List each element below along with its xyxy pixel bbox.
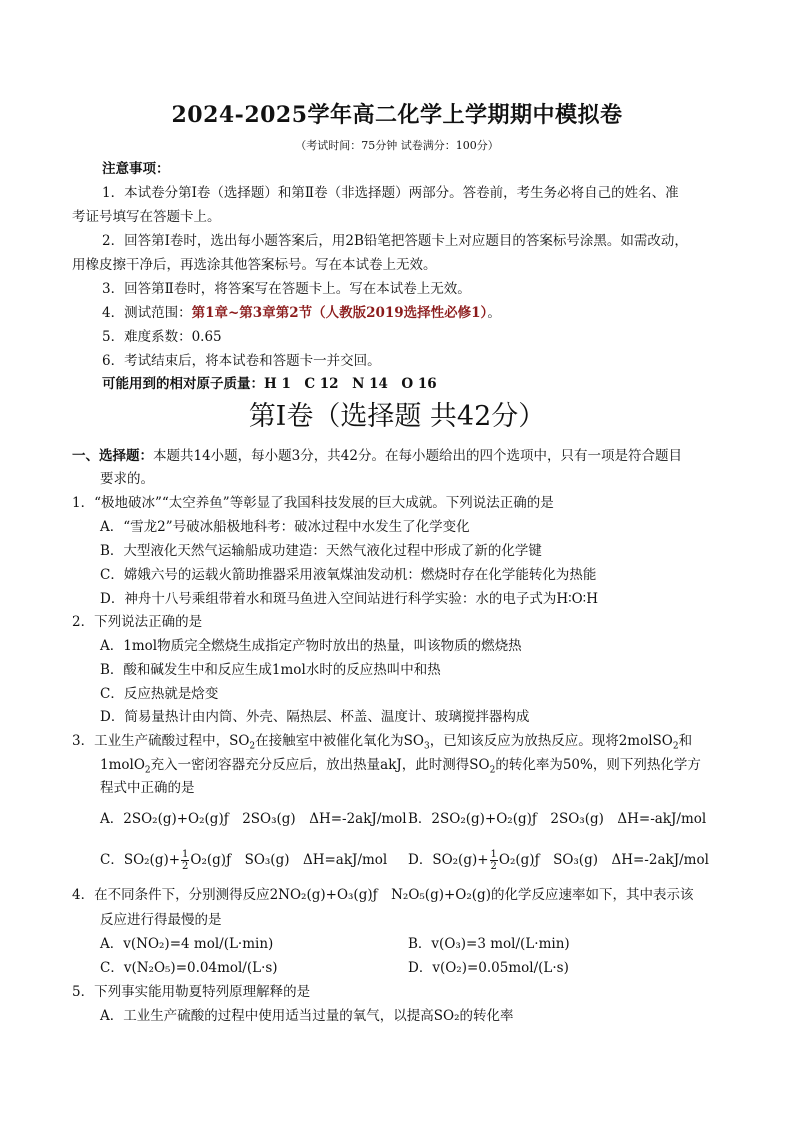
test-range: 第1章~第3章第2节（人教版2019选择性必修1） bbox=[191, 305, 488, 321]
q3-optd-pre: D．SO₂(g)+ bbox=[408, 852, 489, 868]
fraction-one-half bbox=[490, 849, 498, 872]
section-intro-line1 bbox=[72, 447, 682, 465]
notice-item-3: 3．回答第Ⅱ卷时，将答案写在答题卡上。写在本试卷上无效。 bbox=[102, 281, 471, 297]
notice-item-6: 6．考试结束后，将本试卷和答题卡一并交回。 bbox=[102, 353, 381, 369]
q3-text-d: 和 bbox=[678, 733, 693, 749]
exam-time-info: （考试时间：75分钟 试卷满分：100分） bbox=[295, 139, 499, 152]
section-intro-prefix: 一、选择题： bbox=[72, 448, 153, 464]
question-1-option-b: B．大型液化天然气运输船成功建造：天然气液化过程中形成了新的化学键 bbox=[100, 543, 542, 559]
notice-item-5: 5．难度系数：0.65 bbox=[102, 329, 222, 345]
q3-sub-c: 2 bbox=[672, 741, 679, 752]
q3-optd-post: O₂(g)ƒ SO₃(g) ΔH=-2akJ/mol bbox=[498, 852, 709, 868]
q3-sub-d: 2 bbox=[144, 765, 151, 776]
frac-den: 2 bbox=[182, 861, 189, 872]
question-1-stem: 1．“极地破冰”“太空养鱼”等彰显了我国科技发展的巨大成就。下列说法正确的是 bbox=[72, 495, 554, 511]
question-3-option-b: B．2SO₂(g)+O₂(g)ƒ 2SO₃(g) ΔH=-akJ/mol bbox=[408, 811, 707, 827]
fraction-one-half bbox=[181, 849, 189, 872]
question-5-option-a: A．工业生产硫酸的过程中使用适当过量的氧气，以提高SO₂的转化率 bbox=[100, 1008, 514, 1024]
question-1-option-d: D．神舟十八号乘组带着水和斑马鱼进入空间站进行科学实验：水的电子式为H∶O∶H bbox=[100, 591, 598, 607]
notice-item-2-line1: 2．回答第Ⅰ卷时，选出每小题答案后，用2B铅笔把答题卡上对应题目的答案标号涂黑。如需改动， bbox=[102, 233, 688, 249]
q3-optc-post: O₂(g)ƒ SO₃(g) ΔH=akJ/mol bbox=[190, 852, 388, 868]
q3-text-e: 1molO bbox=[100, 757, 145, 773]
question-4-option-c: C．v(N₂O₅)=0.04mol/(L·s) bbox=[100, 960, 278, 976]
question-4-stem-line2: 反应进行得最慢的是 bbox=[100, 912, 222, 928]
q3-sub-e: 2 bbox=[489, 765, 496, 776]
question-1-option-c: C．嫦娥六号的运载火箭助推器采用液氧煤油发动机：燃烧时存在化学能转化为热能 bbox=[100, 567, 597, 583]
notice-item-4-prefix: 4．测试范围： bbox=[102, 305, 192, 321]
atomic-mass-info: 可能用到的相对原子质量：H 1 C 12 N 14 O 16 bbox=[102, 376, 437, 392]
notice-item-4-suffix: 。 bbox=[487, 305, 501, 321]
notice-item-4 bbox=[102, 304, 501, 322]
section-intro-text: 本题共14小题，每小题3分，共42分。在每小题给出的四个选项中，只有一项是符合题目 bbox=[153, 448, 682, 464]
section-title: 第Ⅰ卷（选择题 共42分） bbox=[248, 401, 546, 432]
question-2-stem: 2．下列说法正确的是 bbox=[72, 614, 203, 630]
notice-item-1-line2: 考证号填写在答题卡上。 bbox=[72, 209, 221, 225]
notice-heading: 注意事项： bbox=[102, 161, 170, 177]
question-4-stem-line1: 4．在不同条件下，分别测得反应2NO₂(g)+O₃(g)ƒ N₂O₅(g)+O₂(g)的化学反应速率如下，其中表示该 bbox=[72, 887, 694, 903]
q3-sub-a: 2 bbox=[249, 741, 256, 752]
question-2-option-c: C．反应热就是焓变 bbox=[100, 686, 219, 702]
question-3-option-a: A．2SO₂(g)+O₂(g)ƒ 2SO₃(g) ΔH=-2akJ/mol bbox=[100, 811, 407, 827]
question-4-option-b: B．v(O₃)=3 mol/(L·min) bbox=[408, 936, 570, 952]
q3-text-a: 3．工业生产硫酸过程中，SO bbox=[72, 733, 250, 749]
question-2-option-b: B．酸和碱发生中和反应生成1mol水时的反应热叫中和热 bbox=[100, 662, 441, 678]
frac-num: 1 bbox=[490, 849, 497, 860]
question-3-stem-line3: 程式中正确的是 bbox=[100, 780, 195, 796]
q3-optc-pre: C．SO₂(g)+ bbox=[100, 852, 181, 868]
question-3-stem-line2 bbox=[100, 756, 701, 780]
frac-den: 2 bbox=[490, 861, 497, 872]
q3-text-g: 的转化率为50%，则下列热化学方 bbox=[495, 757, 701, 773]
question-2-option-a: A．1mol物质完全燃烧生成指定产物时放出的热量，叫该物质的燃烧热 bbox=[100, 638, 522, 654]
question-3-option-c bbox=[100, 849, 387, 872]
notice-item-1-line1: 1．本试卷分第Ⅰ卷（选择题）和第Ⅱ卷（非选择题）两部分。答卷前，考生务必将自己的姓名、准 bbox=[102, 185, 679, 201]
question-3-stem-line1 bbox=[72, 732, 692, 756]
q3-sub-b: 3 bbox=[423, 741, 430, 752]
question-5-stem: 5．下列事实能用勒夏特列原理解释的是 bbox=[72, 984, 311, 1000]
section-intro-line2: 要求的。 bbox=[100, 471, 154, 487]
notice-item-2-line2: 用橡皮擦干净后，再选涂其他答案标号。写在本试卷上无效。 bbox=[72, 257, 437, 273]
question-3-option-d bbox=[408, 849, 709, 872]
q3-text-b: 在接触室中被催化氧化为SO bbox=[255, 733, 424, 749]
frac-num: 1 bbox=[182, 849, 189, 860]
question-4-option-d: D．v(O₂)=0.05mol/(L·s) bbox=[408, 960, 569, 976]
page-title: 2024-2025学年高二化学上学期期中模拟卷 bbox=[171, 102, 623, 128]
q3-text-c: ，已知该反应为放热反应。现将2molSO bbox=[429, 733, 673, 749]
q3-text-f: 充入一密闭容器充分反应后，放出热量akJ，此时测得SO bbox=[150, 757, 490, 773]
question-2-option-d: D．简易量热计由内筒、外壳、隔热层、杯盖、温度计、玻璃搅拌器构成 bbox=[100, 709, 530, 725]
question-4-option-a: A．v(NO₂)=4 mol/(L·min) bbox=[100, 936, 274, 952]
question-1-option-a: A．“雪龙2”号破冰船极地科考：破冰过程中水发生了化学变化 bbox=[100, 519, 470, 535]
